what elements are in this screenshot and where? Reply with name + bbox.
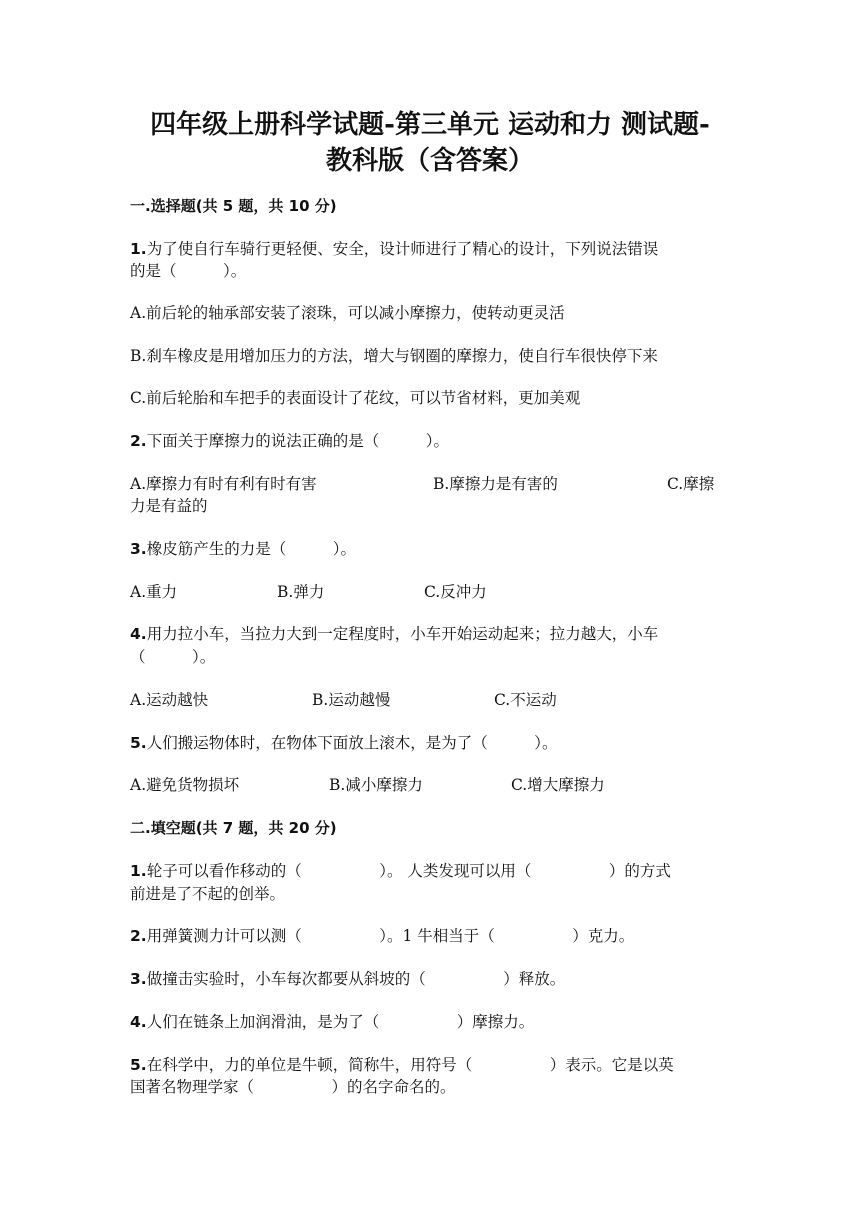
question-2-option-b: B.摩擦力是有害的 — [433, 475, 558, 493]
section-heading-choice: 一.选择题(共 5 题，共 10 分) — [130, 197, 337, 215]
page-title-line1: 四年级上册科学试题-第三单元 运动和力 测试题- — [150, 110, 710, 140]
question-text: 下面关于摩擦力的说法正确的是（ ）。 — [146, 432, 449, 450]
question-3-option-a: A.重力 — [130, 583, 178, 601]
question-number: 1. — [130, 862, 147, 880]
question-1-line2: 的是（ ）。 — [130, 262, 247, 280]
question-text: 轮子可以看作移动的（ ）。 人类发现可以用（ ）的方式 — [146, 862, 671, 880]
section-heading-fill-blank: 二.填空题(共 7 题，共 20 分) — [130, 819, 337, 837]
page-title-line2: 教科版（含答案） — [325, 146, 534, 176]
question-text: 做撞击实验时，小车每次都要从斜坡的（ ）释放。 — [146, 970, 566, 988]
question-2-option-c: C.摩擦 — [667, 475, 715, 493]
fill-question-2-line1 — [130, 924, 634, 946]
question-text: 用弹簧测力计可以测（ ）。1 牛相当于（ ）克力。 — [146, 927, 635, 945]
fill-question-1-line1 — [130, 859, 671, 881]
question-number: 5. — [130, 734, 147, 752]
fill-question-3-line1 — [130, 967, 565, 989]
question-number: 1. — [130, 240, 147, 258]
question-number: 3. — [130, 970, 147, 988]
question-text: 用力拉小车，当拉力大到一定程度时，小车开始运动起来；拉力越大，小车 — [146, 625, 659, 643]
fill-question-5-line2: 国著名物理学家（ ）的名字命名的。 — [130, 1078, 456, 1096]
question-1-option-c: C.前后轮胎和车把手的表面设计了花纹，可以节省材料，更加美观 — [130, 389, 581, 407]
question-text: 橡皮筋产生的力是（ ）。 — [146, 540, 356, 558]
question-number: 2. — [130, 927, 147, 945]
question-text: 为了使自行车骑行更轻便、安全，设计师进行了精心的设计，下列说法错误 — [146, 240, 659, 258]
question-4-option-c: C.不运动 — [494, 691, 557, 709]
question-5-line1 — [130, 731, 557, 753]
question-1-option-b: B.刹车橡皮是用增加压力的方法，增大与钢圈的摩擦力，使自行车很快停下来 — [130, 347, 658, 365]
question-3-option-c: C.反冲力 — [424, 583, 487, 601]
question-number: 4. — [130, 625, 147, 643]
question-4-line1 — [130, 622, 658, 644]
question-text: 在科学中，力的单位是牛顿，简称牛，用符号（ ）表示。它是以英 — [146, 1056, 674, 1074]
question-3-line1 — [130, 537, 356, 559]
question-5-option-c: C.增大摩擦力 — [511, 776, 605, 794]
question-4-option-a: A.运动越快 — [130, 691, 209, 709]
question-1-line1 — [130, 237, 658, 259]
question-4-line2: （ ）。 — [130, 648, 216, 666]
fill-question-4-line1 — [130, 1010, 534, 1032]
question-number: 3. — [130, 540, 147, 558]
question-number: 4. — [130, 1013, 147, 1031]
question-1-option-a: A.前后轮的轴承部安装了滚珠，可以减小摩擦力，使转动更灵活 — [130, 304, 565, 322]
question-number: 2. — [130, 432, 147, 450]
question-text: 人们在链条上加润滑油，是为了（ ）摩擦力。 — [146, 1013, 535, 1031]
question-3-option-b: B.弹力 — [277, 583, 325, 601]
question-2-option-c-continued: 力是有益的 — [130, 497, 208, 515]
question-2-line1 — [130, 429, 449, 451]
fill-question-1-line2: 前进是了不起的创举。 — [130, 885, 286, 903]
question-5-option-a: A.避免货物损坏 — [130, 776, 240, 794]
question-4-option-b: B.运动越慢 — [312, 691, 391, 709]
fill-question-5-line1 — [130, 1053, 674, 1075]
question-number: 5. — [130, 1056, 147, 1074]
question-text: 人们搬运物体时，在物体下面放上滚木，是为了（ ）。 — [146, 734, 558, 752]
question-2-option-a: A.摩擦力有时有利有时有害 — [130, 475, 317, 493]
question-5-option-b: B.减小摩擦力 — [329, 776, 423, 794]
